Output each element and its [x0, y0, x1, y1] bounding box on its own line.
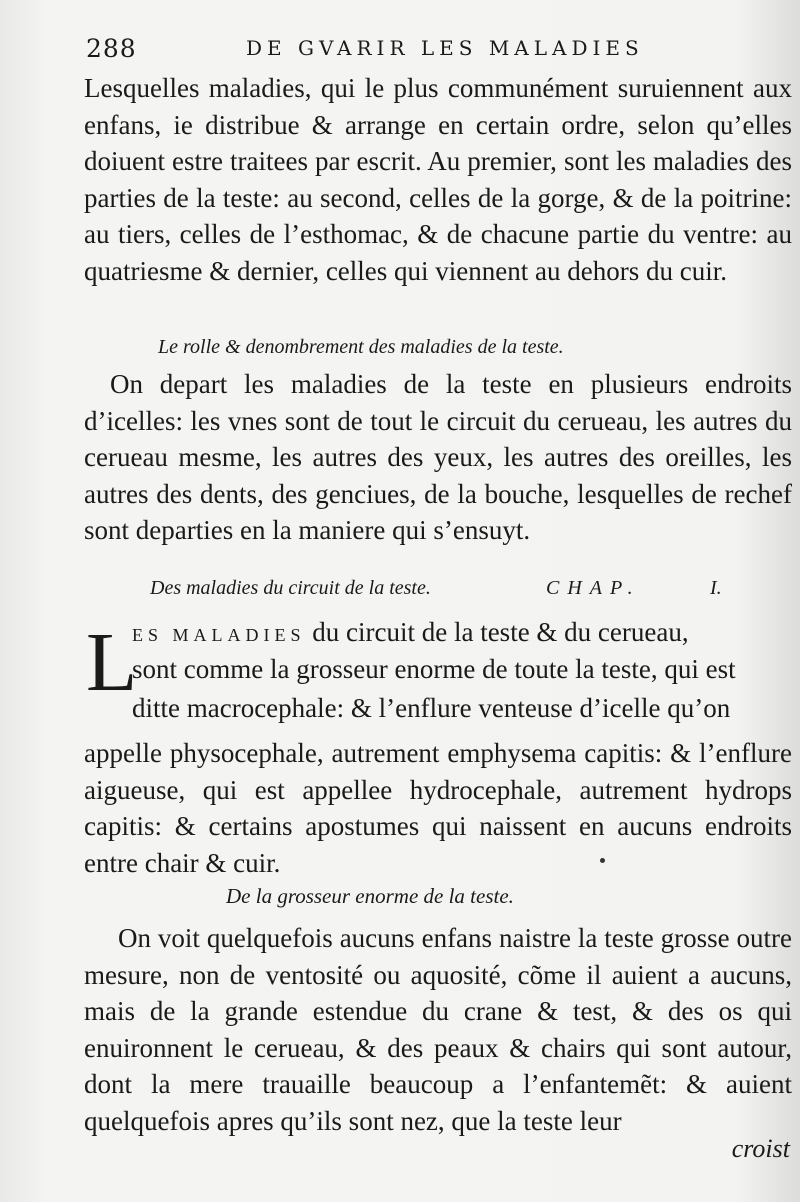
chapter-title: Des maladies du circuit de la teste. — [150, 577, 431, 599]
chapter-label: CHAP. — [546, 577, 641, 599]
catchword: croist — [731, 1134, 790, 1163]
paragraph-1: Lesquelles maladies, qui le plus communément suruiennent aux enfans, ie distribue & arrange en certain ordre, selon qu’elles doiuent estre traitees par escrit. Au premier, sont les maladies des parties de la teste: au second, celles de la gorge, & de la poitrine: au tiers, celles de l’esthomac, & de chacune partie du ventre: au quatriesme & dernier, celles qui viennent au dehors du cuir. — [84, 73, 792, 286]
paragraph-3-line-3: ditte macrocephale: & l’enflure venteuse d’icelle qu’on — [132, 693, 731, 723]
page-number: 288 — [86, 34, 137, 63]
page-header — [86, 34, 786, 68]
paragraph-3-rest: appelle physocephale, autrement emphysema capitis: & l’enflure aigueuse, qui est appellee hydrocephale, autrement hydrops capitis: & certains apostumes qui naissent en aucuns endroits entre chair & cuir. — [84, 738, 792, 878]
paragraph-2: On depart les maladies de la teste en plusieurs endroits d’icelles: les vnes sont de tout le circuit du cerueau, les autres du cerueau mesme, les autres des yeux, les autres des oreilles, les autres des dents, des genciues, de la bouche, lesquelles de rechef sont departies en la maniere qui s’ensuyt. — [84, 369, 792, 545]
drop-cap: L — [86, 616, 138, 709]
ink-speck — [600, 858, 605, 863]
small-caps-opening: ES MALADIES — [132, 625, 306, 645]
paragraph-3-line-2: sont comme la grosseur enorme de toute la teste, qui est — [132, 654, 736, 684]
chapter-heading — [150, 577, 750, 605]
running-title: DE GVARIR LES MALADIES — [246, 36, 644, 60]
chapter-number: I. — [710, 577, 722, 599]
paragraph-3-line-1 — [132, 614, 790, 654]
line-1-rest: du circuit de la teste & du cerueau, — [312, 617, 689, 647]
paragraph-4: On voit quelquefois aucuns enfans naistre la teste grosse outre mesure, non de ventosité ou aquosité, cõme il auient a aucuns, mais de la grande estendue du crane & test, & des os qui enuironnent le cerueau, & des peaux & chairs qui sont autour, dont la mere trauaille beaucoup a l’enfantemẽt: & auient quelquefois apres qu’ils sont nez, que la teste leur — [84, 923, 792, 1136]
section-heading-roll: Le rolle & denombrement des maladies de la teste. — [158, 336, 564, 358]
section-heading-grosseur: De la grosseur enorme de la teste. — [226, 884, 514, 908]
